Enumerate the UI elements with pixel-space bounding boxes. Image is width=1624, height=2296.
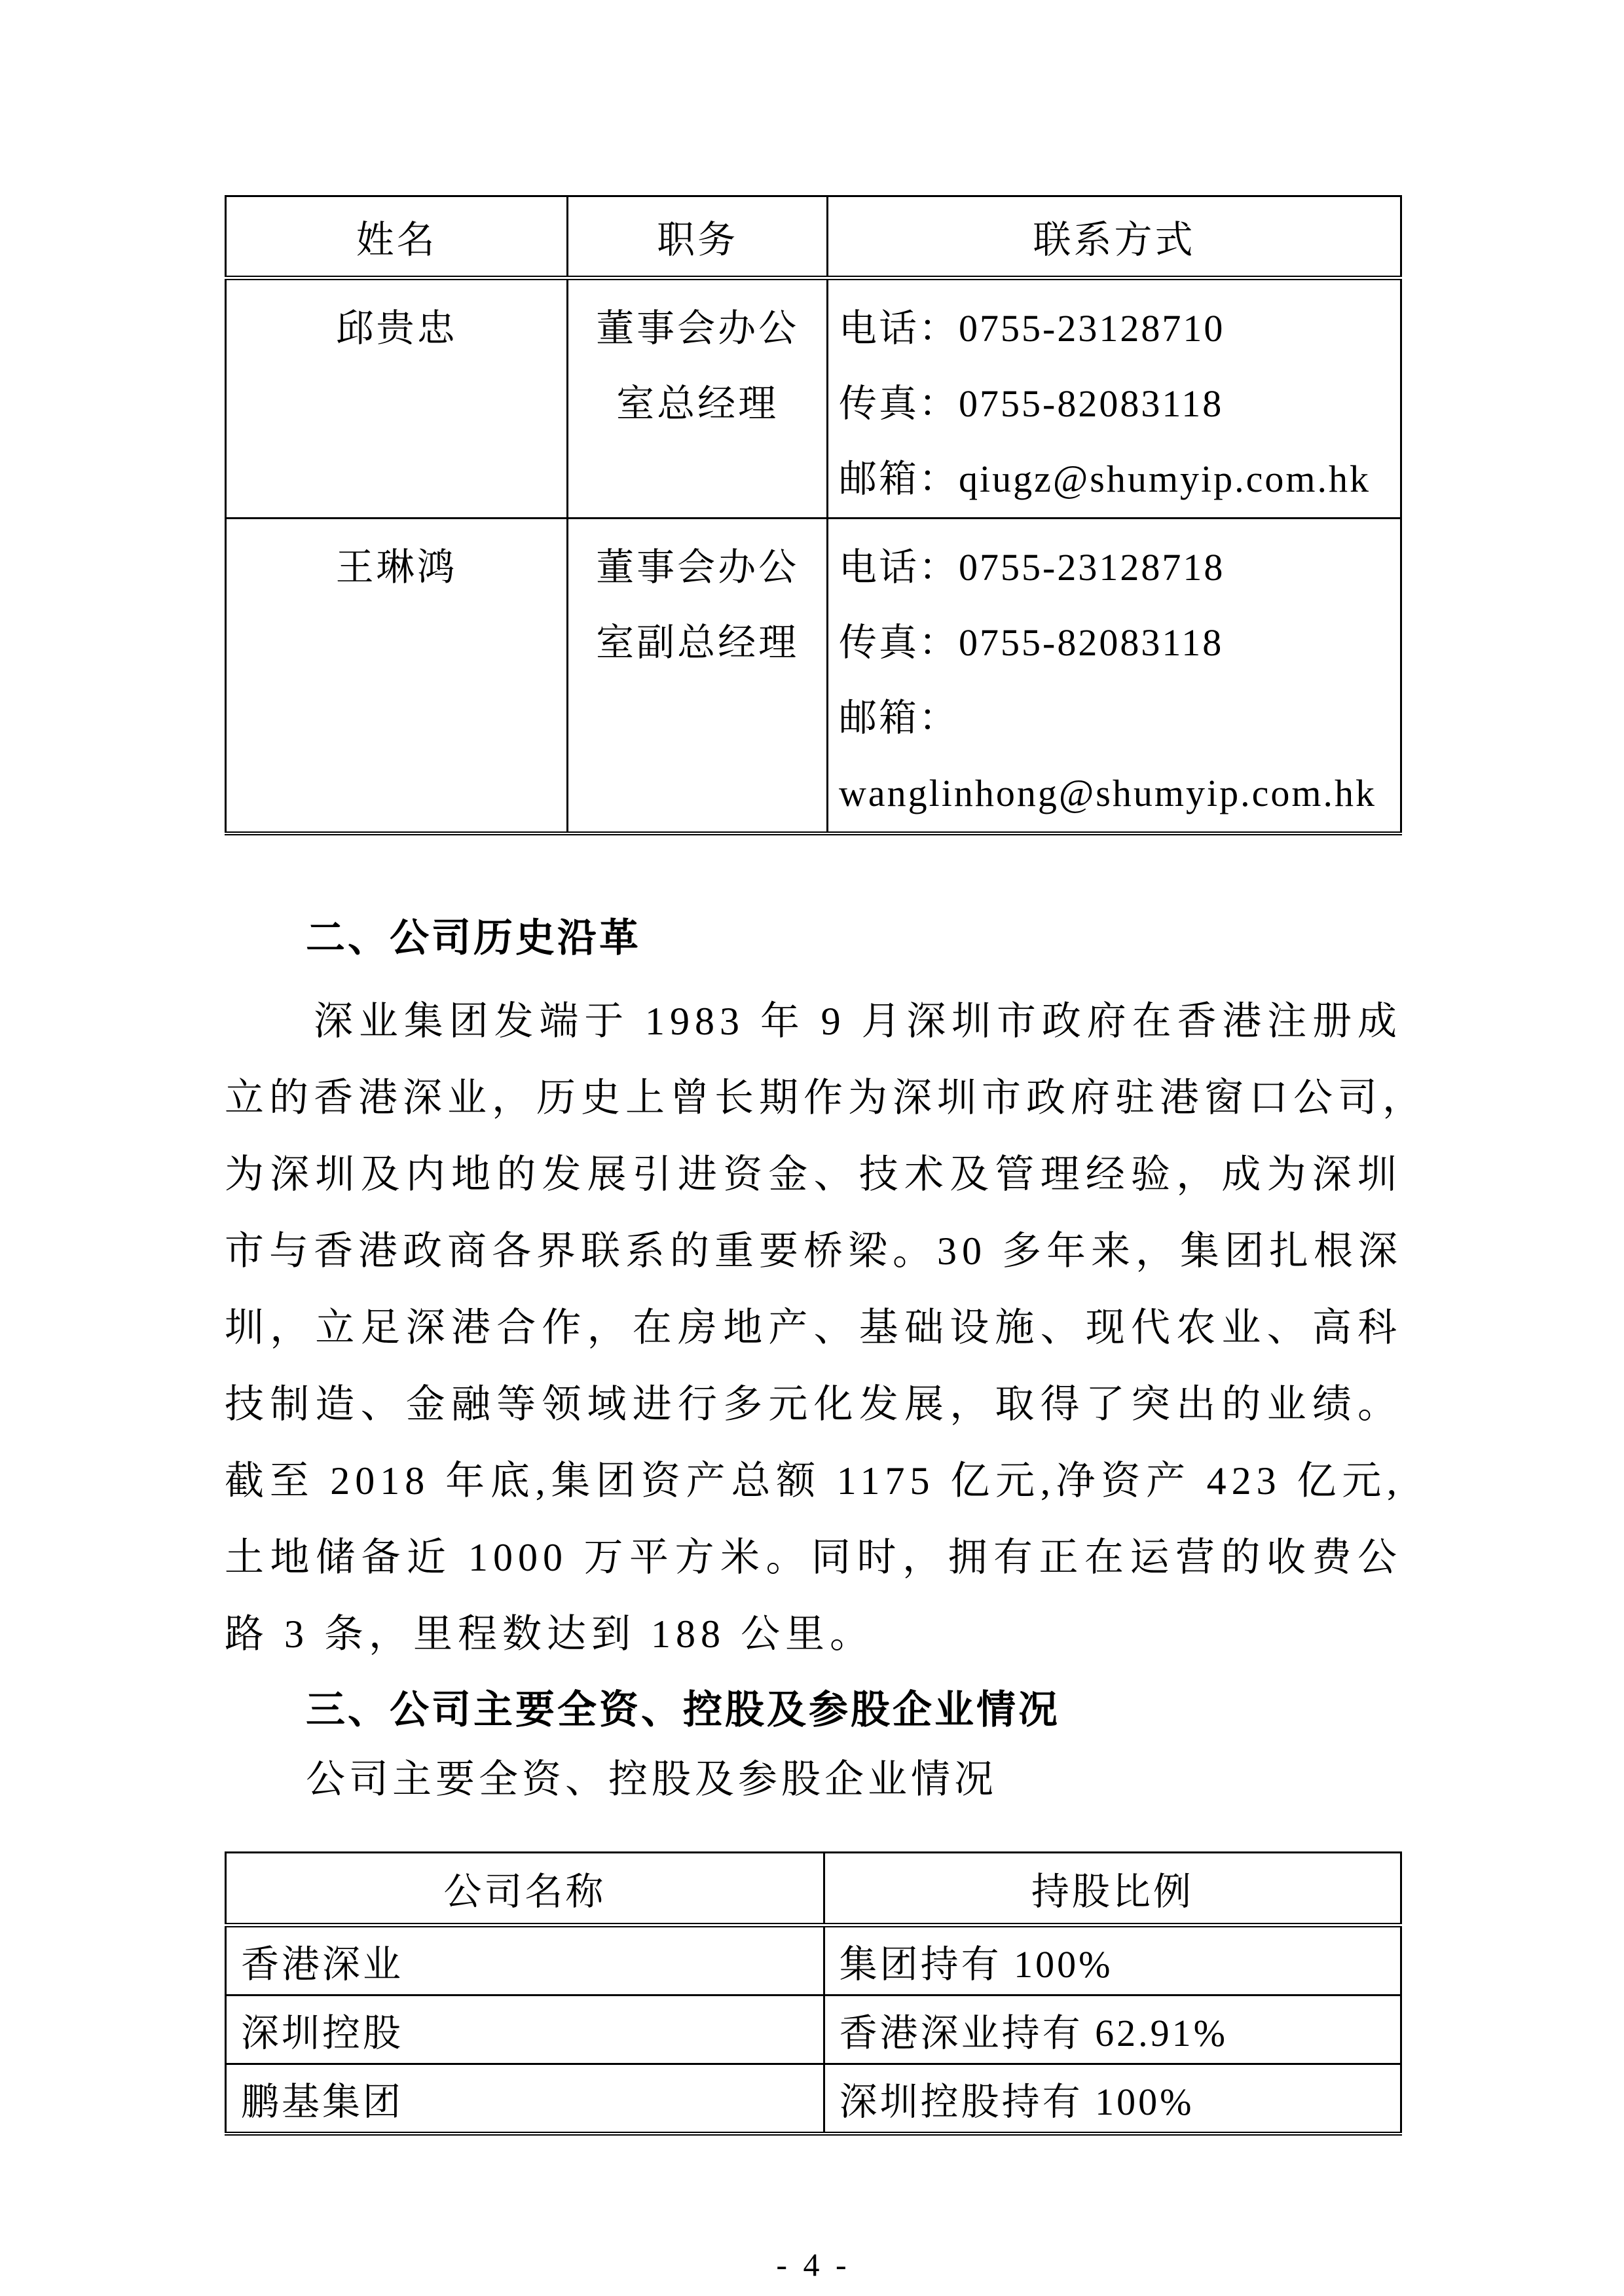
- subsidiaries-intro: 公司主要全资、控股及参股企业情况: [306, 1758, 997, 1801]
- contact-table: [225, 195, 1402, 835]
- contact-info: [828, 278, 1401, 519]
- contact-title-line: 董事会办公: [596, 307, 800, 350]
- subsidiaries-header-company: 公司名称: [226, 1853, 824, 1925]
- paragraph-line: 立的香港深业，历史上曾长期作为深圳市政府驻港窗口公司，: [225, 1076, 1427, 1120]
- contact-name-text: 王琳鸿: [335, 546, 458, 589]
- table-row: [226, 2064, 1401, 2134]
- paragraph-line: 深业集团发端于 1983 年 9 月深圳市政府在香港注册成: [314, 1000, 1402, 1043]
- share-cell: 深圳控股持有 100%: [824, 2064, 1401, 2134]
- contact-fax: 传真：0755-82083118: [839, 621, 1224, 664]
- history-paragraph: [225, 983, 1427, 1673]
- contact-email-label: 邮箱：: [839, 697, 959, 739]
- table-row: [226, 278, 1401, 519]
- contact-name: [226, 278, 568, 519]
- share-cell: 香港深业持有 62.91%: [824, 1995, 1401, 2064]
- paragraph-line: 技制造、金融等领域进行多元化发展，取得了突出的业绩。: [225, 1383, 1402, 1426]
- contact-name: [226, 519, 568, 834]
- contact-email: 邮箱：qiugz@shumyip.com.hk: [839, 458, 1371, 500]
- page-number: - 4 -: [776, 2246, 851, 2283]
- paragraph-line: 截至 2018 年底,集团资产总额 1175 亿元,净资产 423 亿元,: [225, 1459, 1402, 1503]
- contact-title: [568, 519, 828, 834]
- contact-name-text: 邱贵忠: [335, 307, 458, 350]
- contact-title-line: 室副总经理: [596, 621, 800, 664]
- contact-fax: 传真：0755-82083118: [839, 382, 1224, 425]
- contact-info: [828, 519, 1401, 834]
- contact-header-name: 姓名: [226, 196, 568, 278]
- subsidiaries-header-share: 持股比例: [824, 1853, 1401, 1925]
- paragraph-line: 路 3 条，里程数达到 188 公里。: [225, 1613, 874, 1656]
- company-cell: 鹏基集团: [226, 2064, 824, 2134]
- page-content: [225, 195, 1427, 2284]
- contact-phone: 电话：0755-23128710: [839, 307, 1225, 350]
- contact-header-info: 联系方式: [828, 196, 1401, 278]
- contact-title-line: 董事会办公: [596, 546, 800, 589]
- subsidiaries-table: [225, 1851, 1402, 2136]
- company-cell: 香港深业: [226, 1925, 824, 1995]
- table-row: [226, 1995, 1401, 2064]
- paragraph-line: 土地储备近 1000 万平方米。同时，拥有正在运营的收费公: [225, 1536, 1402, 1579]
- contact-title-line: 室总经理: [616, 382, 779, 425]
- paragraph-line: 为深圳及内地的发展引进资金、技术及管理经验，成为深圳: [225, 1153, 1402, 1196]
- paragraph-line: 圳，立足深港合作，在房地产、基础设施、现代农业、高科: [225, 1306, 1402, 1349]
- contact-title: [568, 278, 828, 519]
- contact-header-row: [226, 196, 1401, 278]
- company-cell: 深圳控股: [226, 1995, 824, 2064]
- contact-header-title: 职务: [568, 196, 828, 278]
- contact-email: wanglinhong@shumyip.com.hk: [839, 772, 1376, 814]
- subsidiaries-header-row: [226, 1853, 1401, 1925]
- table-row: [226, 519, 1401, 834]
- section-heading-subsidiaries: 三、公司主要全资、控股及参股企业情况: [306, 1688, 1060, 1732]
- share-cell: 集团持有 100%: [824, 1925, 1401, 1995]
- contact-phone: 电话：0755-23128718: [839, 546, 1225, 589]
- paragraph-line: 市与香港政商各界联系的重要桥梁。30 多年来，集团扎根深: [225, 1230, 1403, 1273]
- table-row: [226, 1925, 1401, 1995]
- section-heading-history: 二、公司历史沿革: [306, 916, 641, 960]
